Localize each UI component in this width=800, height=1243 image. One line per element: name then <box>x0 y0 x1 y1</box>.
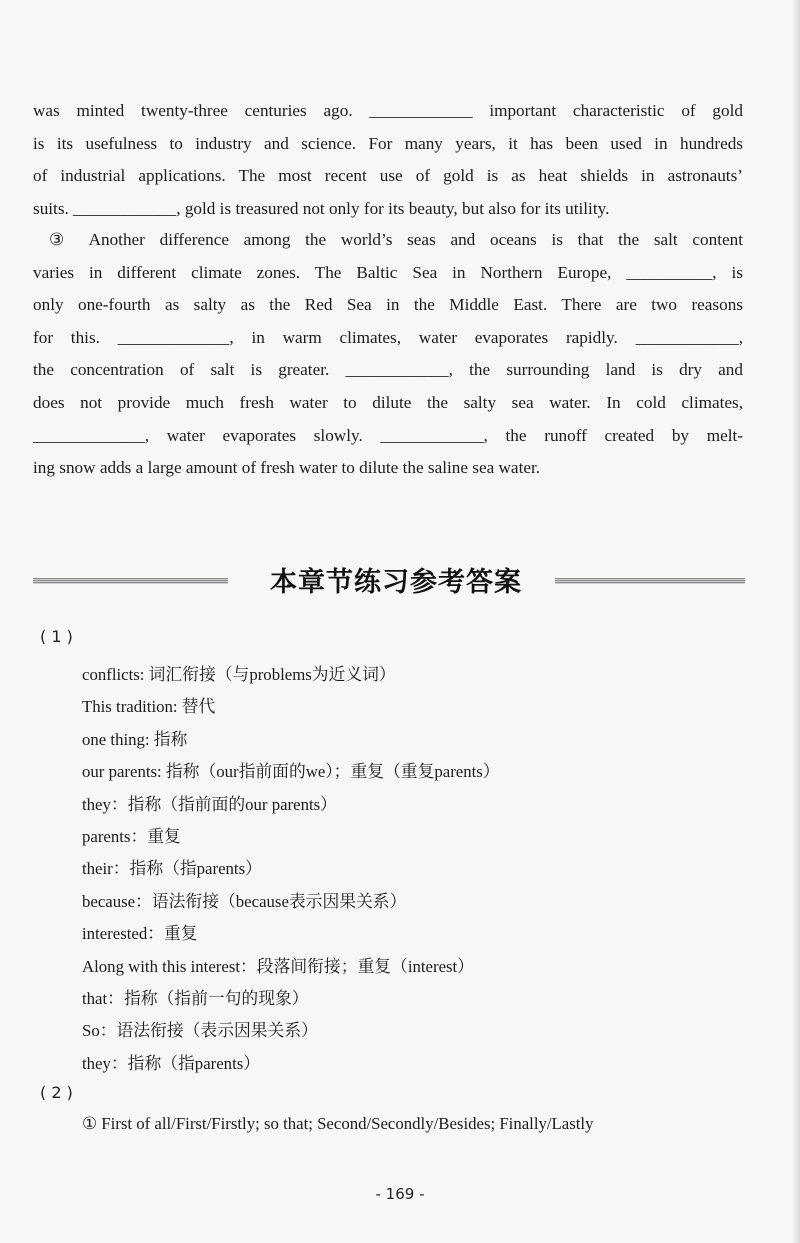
passage-paragraph-salt <box>33 224 743 485</box>
passage-line: ing snow adds a large amount of fresh water to dilute the saline sea water. <box>33 458 541 478</box>
answer-item: because：语法衔接（because表示因果关系） <box>82 891 407 911</box>
page-number: - 169 - <box>375 1185 425 1203</box>
passage-line: ③ Another difference among the world’s seas and oceans is that the salt content <box>49 230 743 249</box>
passage-line: the concentration of salt is greater. ____________, the surrounding land is dry and <box>33 360 743 380</box>
page-edge-shadow <box>792 0 800 1243</box>
answer-list <box>82 659 500 1080</box>
passage-line: _____________, water evaporates slowly. ____________, the runoff created by melt- <box>33 425 743 445</box>
passage-line: of industrial applications. The most recent use of gold is as heat shields in astronauts’ <box>33 166 743 186</box>
answer-item: Along with this interest：段落间衔接；重复（interest） <box>82 956 475 976</box>
section-divider-left <box>33 578 228 584</box>
answer-item: interested：重复 <box>82 924 198 944</box>
passage-paragraph-gold <box>33 95 743 225</box>
passage-line: is its usefulness to industry and science. For many years, it has been used in hundreds <box>33 133 743 153</box>
section-header <box>33 558 745 602</box>
answer-item: that：指称（指前一句的现象） <box>82 988 309 1008</box>
passage-line: was minted twenty-three centuries ago. ____________ important characteristic of gold <box>33 101 743 120</box>
answer-item: they：指称（指前面的our parents） <box>82 794 337 814</box>
passage-line: does not provide much fresh water to dilute the salty sea water. In cold climates, <box>33 392 743 412</box>
answer-item: our parents: 指称（our指前面的we）；重复（重复parents） <box>82 762 500 782</box>
answer-item: So：语法衔接（表示因果关系） <box>82 1021 318 1041</box>
answer-item: This tradition: 替代 <box>82 697 216 717</box>
passage-line: suits. ____________, gold is treasured not only for its beauty, but also for its utility. <box>33 198 610 218</box>
passage-line: varies in different climate zones. The Baltic Sea in Northern Europe, __________, is <box>33 262 743 282</box>
answer-item: parents：重复 <box>82 826 181 846</box>
answer-item: one thing: 指称 <box>82 729 188 749</box>
answer-item: ① First of all/First/Firstly; so that; Second/Secondly/Besides; Finally/Lastly <box>82 1114 594 1133</box>
section-title: 本章节练习参考答案 <box>270 567 522 598</box>
answer-item: they：指称（指parents） <box>82 1053 261 1073</box>
passage-line: for this. _____________, in warm climates, water evaporates rapidly. ____________, <box>33 327 743 347</box>
answer-part-marker: ( 1 ) <box>40 627 73 646</box>
passage-line: only one-fourth as salty as the Red Sea in the Middle East. There are two reasons <box>33 295 743 315</box>
section-divider-right <box>555 578 745 584</box>
answer-item: conflicts: 词汇衔接（与problems为近义词） <box>82 665 396 684</box>
answer-item: their：指称（指parents） <box>82 859 262 879</box>
answer-part-marker: ( 2 ) <box>40 1083 73 1102</box>
